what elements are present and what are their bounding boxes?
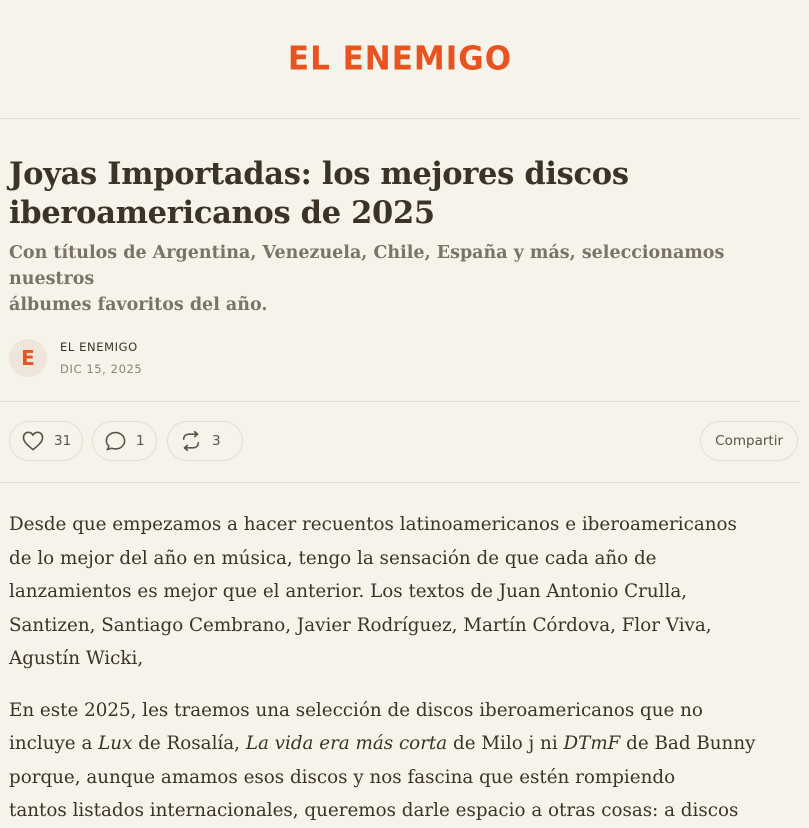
post-subtitle <box>9 240 779 318</box>
body-line: En este 2025, les traemos una selección de discos iberoamericanos que no <box>9 699 703 721</box>
like-count: 31 <box>54 433 72 449</box>
restack-button[interactable] <box>167 421 243 461</box>
body-text: incluye a <box>9 733 99 754</box>
byline <box>9 339 800 377</box>
album-title: La vida era más corta <box>245 733 448 754</box>
comment-count: 1 <box>136 433 145 449</box>
body-paragraph <box>9 694 809 828</box>
body-text: de Milo j ni <box>447 733 564 754</box>
article <box>0 155 800 828</box>
publication-logo[interactable]: EL ENEMIGO <box>287 40 513 78</box>
post-actions <box>9 402 800 482</box>
post-subtitle-line: Con títulos de Argentina, Venezuela, Chile, España y más, seleccionamos nuestros <box>9 243 725 289</box>
comment-button[interactable] <box>92 421 157 461</box>
avatar-letter: E <box>21 346 35 370</box>
body-text: de Bad Bunny <box>620 733 756 754</box>
byline-text <box>60 340 142 376</box>
album-title: Lux <box>98 733 133 754</box>
masthead <box>0 0 800 119</box>
post-subtitle-line: álbumes favoritos del año. <box>9 295 268 315</box>
body-line: lanzamientos es mejor que el anterior. Los textos de Juan Antonio Crulla, <box>9 581 688 602</box>
like-button[interactable] <box>9 421 83 461</box>
body-line: Santizen, Santiago Cembrano, Javier Rodríguez, Martín Córdova, Flor Viva, <box>9 614 712 636</box>
restack-icon <box>180 431 202 451</box>
body-text: de Rosalía, <box>132 733 246 754</box>
restack-count: 3 <box>212 433 221 449</box>
divider <box>0 482 800 483</box>
body-line: Agustín Wicki, <box>9 648 144 669</box>
body-line: de lo mejor del año en música, tengo la sensación de que cada año de <box>9 547 657 569</box>
post-title <box>9 155 769 233</box>
author-name[interactable]: EL ENEMIGO <box>60 340 138 354</box>
comment-icon <box>105 431 126 451</box>
heart-icon <box>22 431 44 451</box>
post-body <box>9 508 809 828</box>
body-line: tantos listados internacionales, queremos darle espacio a otras cosas: a discos <box>9 800 739 821</box>
post-title-line: Joyas Importadas: los mejores discos <box>9 156 629 192</box>
body-line: porque, aunque amamos esos discos y nos fascina que estén rompiendo <box>9 766 676 788</box>
body-line: Desde que empezamos a hacer recuentos latinoamericanos e iberoamericanos <box>9 514 737 535</box>
body-paragraph <box>9 508 809 676</box>
album-title: DTmF <box>563 733 621 754</box>
post-date: DIC 15, 2025 <box>60 362 143 376</box>
author-avatar[interactable] <box>9 339 47 377</box>
share-button[interactable]: Compartir <box>700 421 798 461</box>
post-title-line: iberoamericanos de 2025 <box>9 195 435 231</box>
